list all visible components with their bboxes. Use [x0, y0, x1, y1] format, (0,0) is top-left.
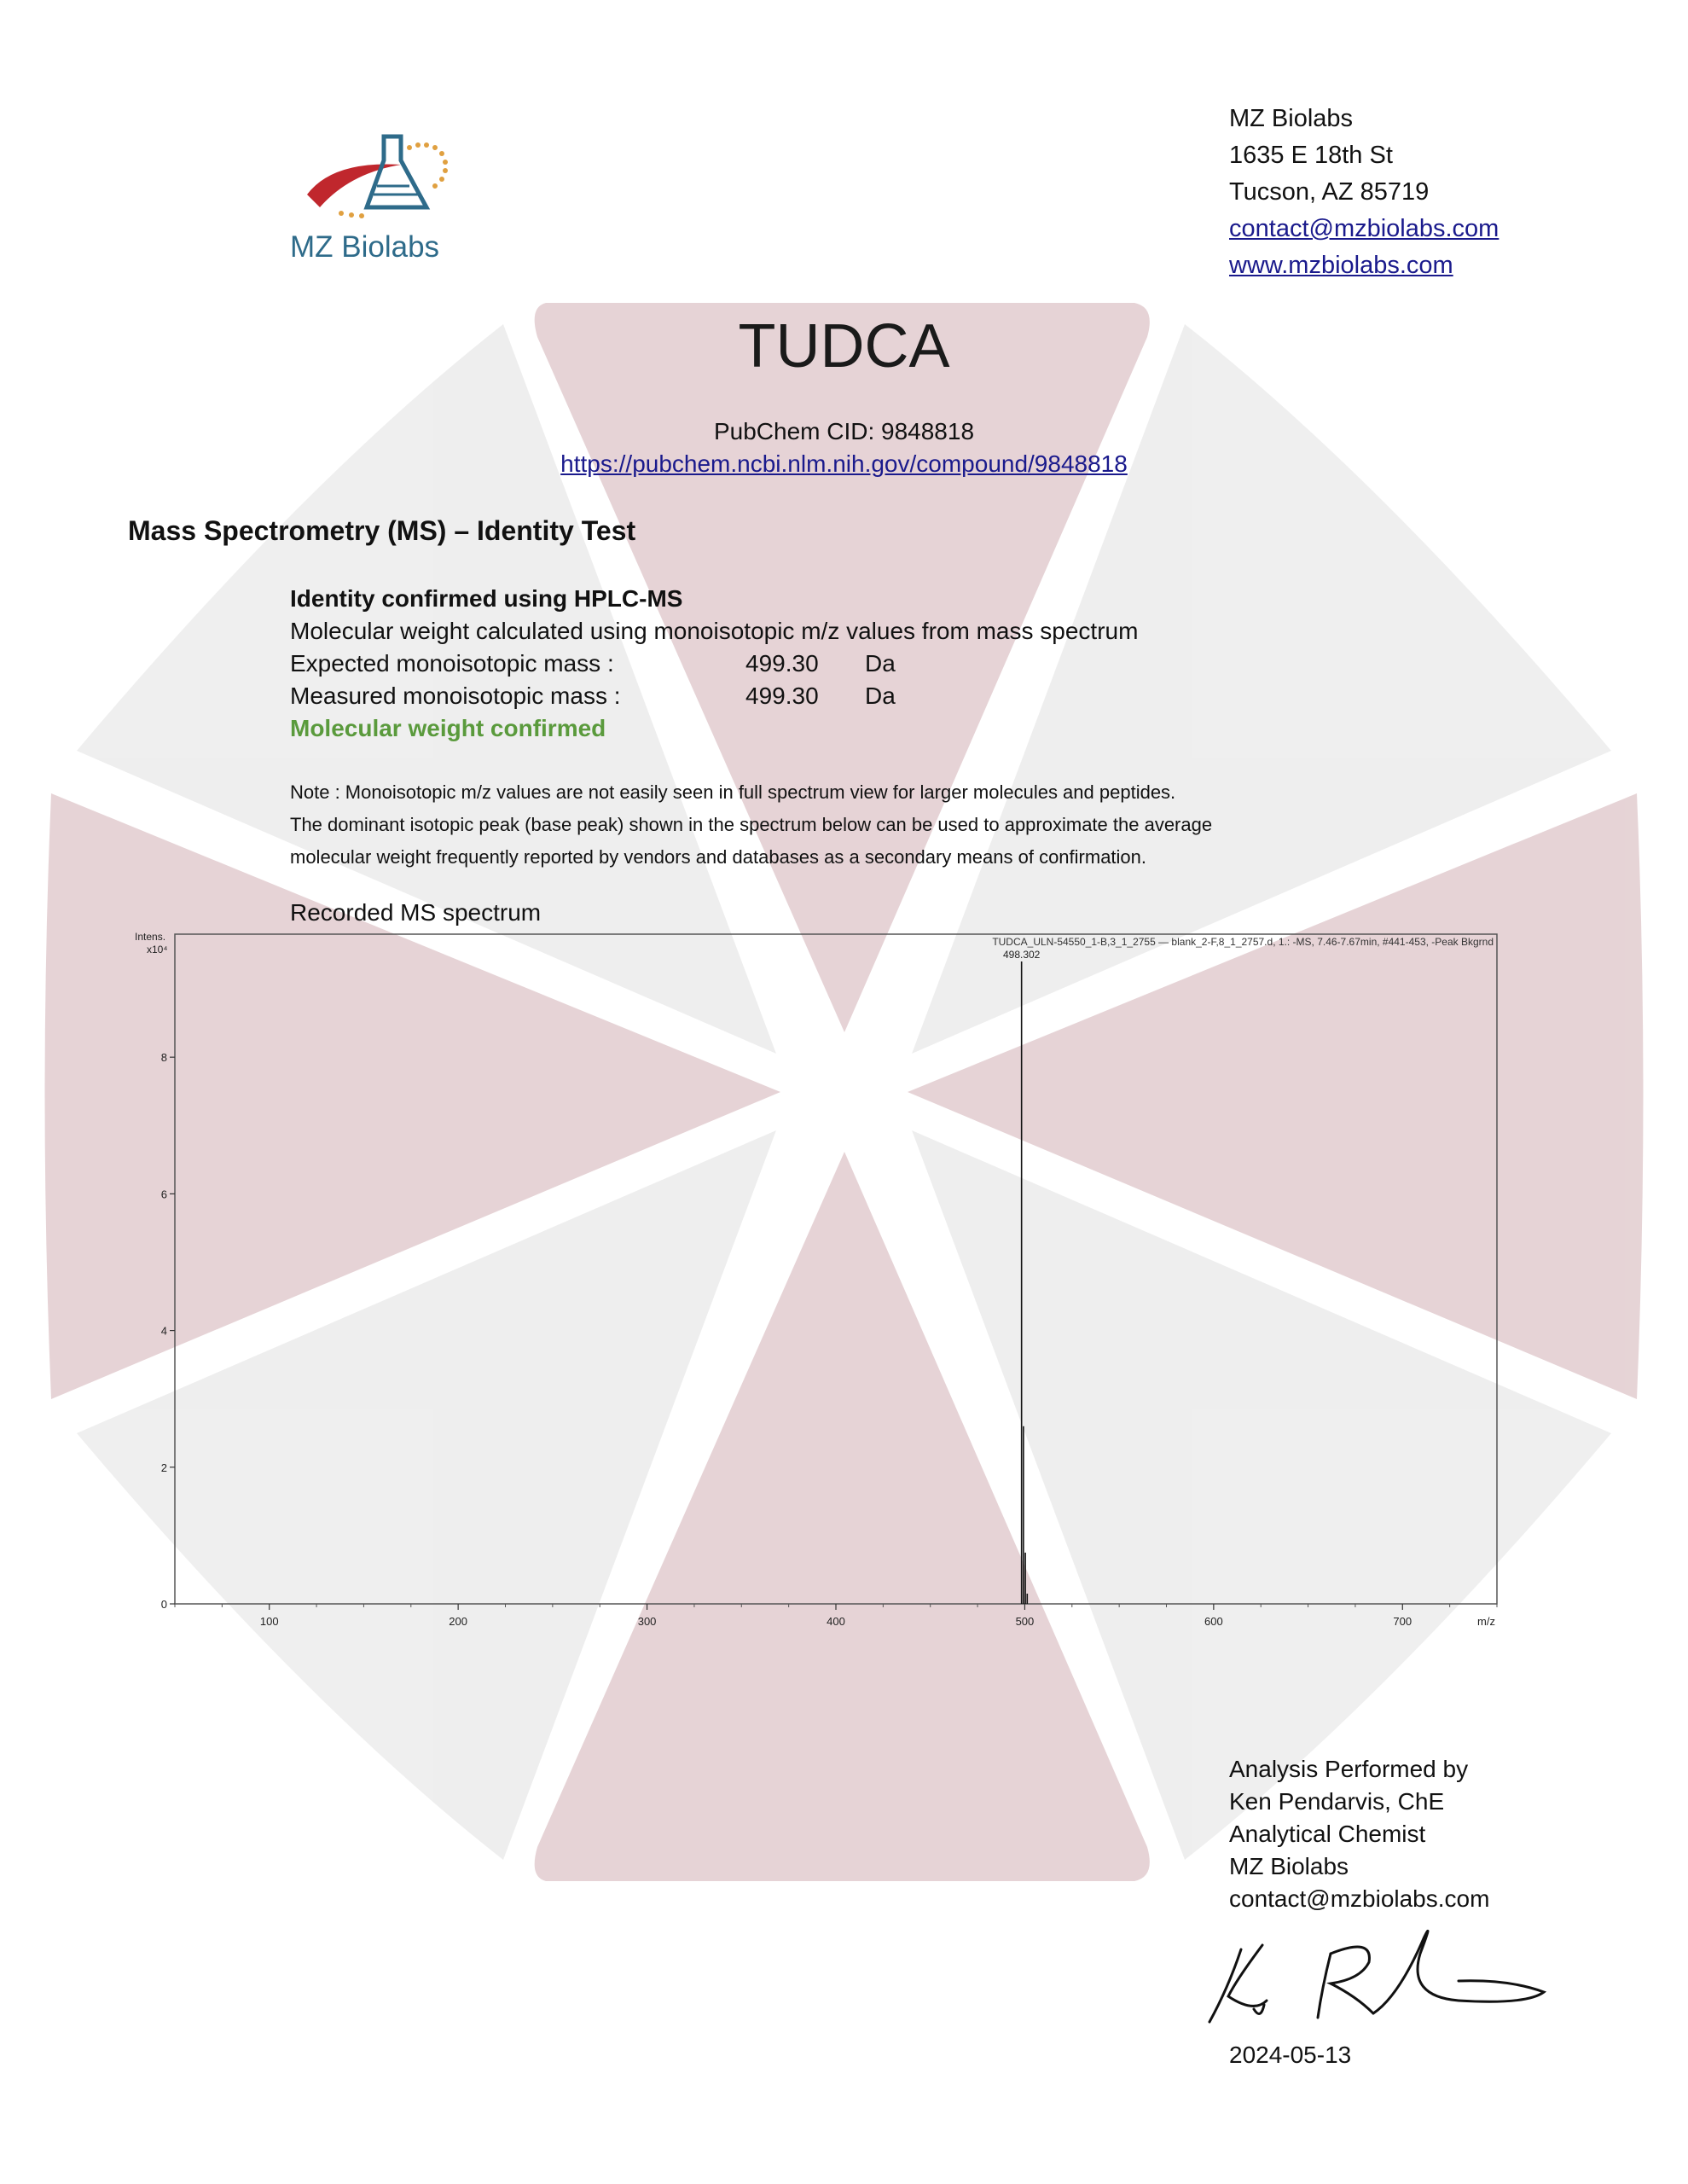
y-axis-label: Intens.: [135, 931, 166, 943]
measured-mass-value: 499.30: [745, 682, 819, 709]
measured-mass-label: Measured monoisotopic mass :: [290, 682, 621, 709]
analysis-line: MZ Biolabs: [1229, 1853, 1349, 1879]
y-tick-label: 4: [160, 1324, 167, 1338]
x-tick-label: 300: [637, 1615, 657, 1628]
measured-mass-unit: Da: [865, 682, 896, 709]
analysis-line: Analysis Performed by: [1229, 1756, 1469, 1782]
email-link[interactable]: contact@mzbiolabs.com: [1229, 215, 1499, 242]
plot-frame: [175, 934, 1497, 1604]
analysis-block: [1229, 1753, 1489, 1915]
analysis-line: contact@mzbiolabs.com: [1229, 1885, 1490, 1912]
website-link[interactable]: www.mzbiolabs.com: [1229, 252, 1453, 279]
confirmation-result: Molecular weight confirmed: [290, 715, 606, 741]
logo-text: MZ Biolabs: [290, 230, 440, 264]
page-title: TUDCA: [738, 312, 950, 380]
section-heading: Mass Spectrometry (MS) – Identity Test: [128, 515, 636, 546]
spectrum-label: Recorded MS spectrum: [290, 899, 542, 926]
note-line: Note : Monoisotopic m/z values are not easily seen in full spectrum view for larger molecules and peptides.: [290, 781, 1176, 803]
identity-heading: Identity confirmed using HPLC-MS: [290, 585, 683, 612]
identity-description: Molecular weight calculated using monoisotopic m/z values from mass spectrum: [290, 618, 1139, 644]
analysis-line: Ken Pendarvis, ChE: [1229, 1788, 1445, 1815]
x-tick-label: 400: [827, 1615, 845, 1628]
expected-mass-unit: Da: [865, 650, 896, 677]
y-axis-exponent: x10⁴: [147, 944, 168, 956]
expected-mass-row: [290, 648, 1138, 680]
note-text: [290, 776, 1314, 874]
address-line: Tucson, AZ 85719: [1229, 178, 1430, 206]
company-address: [1229, 101, 1499, 284]
y-tick-label: 2: [160, 1461, 167, 1474]
note-line: The dominant isotopic peak (base peak) shown in the spectrum below can be used to approximate the average: [290, 814, 1213, 835]
expected-mass-label: Expected monoisotopic mass :: [290, 650, 614, 677]
pubchem-link[interactable]: https://pubchem.ncbi.nlm.nih.gov/compound/9848818: [560, 450, 1128, 477]
x-tick-label: 200: [449, 1615, 467, 1628]
x-tick-label: 600: [1204, 1615, 1223, 1628]
x-tick-label: 500: [1015, 1615, 1035, 1628]
signature-image: [1203, 1920, 1552, 2030]
analysis-line: Analytical Chemist: [1229, 1821, 1426, 1847]
measured-mass-row: [290, 680, 1138, 712]
y-tick-label: 6: [160, 1188, 167, 1201]
note-line: molecular weight frequently reported by vendors and databases as a secondary means of confirmation.: [290, 846, 1147, 868]
y-tick-label: 0: [160, 1598, 167, 1611]
address-line: MZ Biolabs: [1229, 105, 1354, 132]
ms-spectrum-chart: [128, 930, 1510, 1629]
address-line: 1635 E 18th St: [1229, 142, 1393, 169]
report-date: 2024-05-13: [1229, 2042, 1352, 2068]
y-tick-label: 8: [160, 1051, 167, 1065]
pubchem-cid: PubChem CID: 9848818: [713, 418, 975, 444]
expected-mass-value: 499.30: [745, 650, 819, 677]
x-axis-label: m/z: [1477, 1615, 1495, 1628]
identity-block: [290, 583, 1138, 745]
x-tick-label: 700: [1393, 1615, 1412, 1628]
peak-label: 498.302: [1002, 949, 1041, 961]
chart-title: TUDCA_ULN-54550_1-B,3_1_2755 — blank_2-F,8_1_2757.d, 1.: -MS, 7.46-7.67min, #441-453, -Peak Bkgrnd: [992, 936, 1494, 948]
x-tick-label: 100: [259, 1615, 279, 1628]
